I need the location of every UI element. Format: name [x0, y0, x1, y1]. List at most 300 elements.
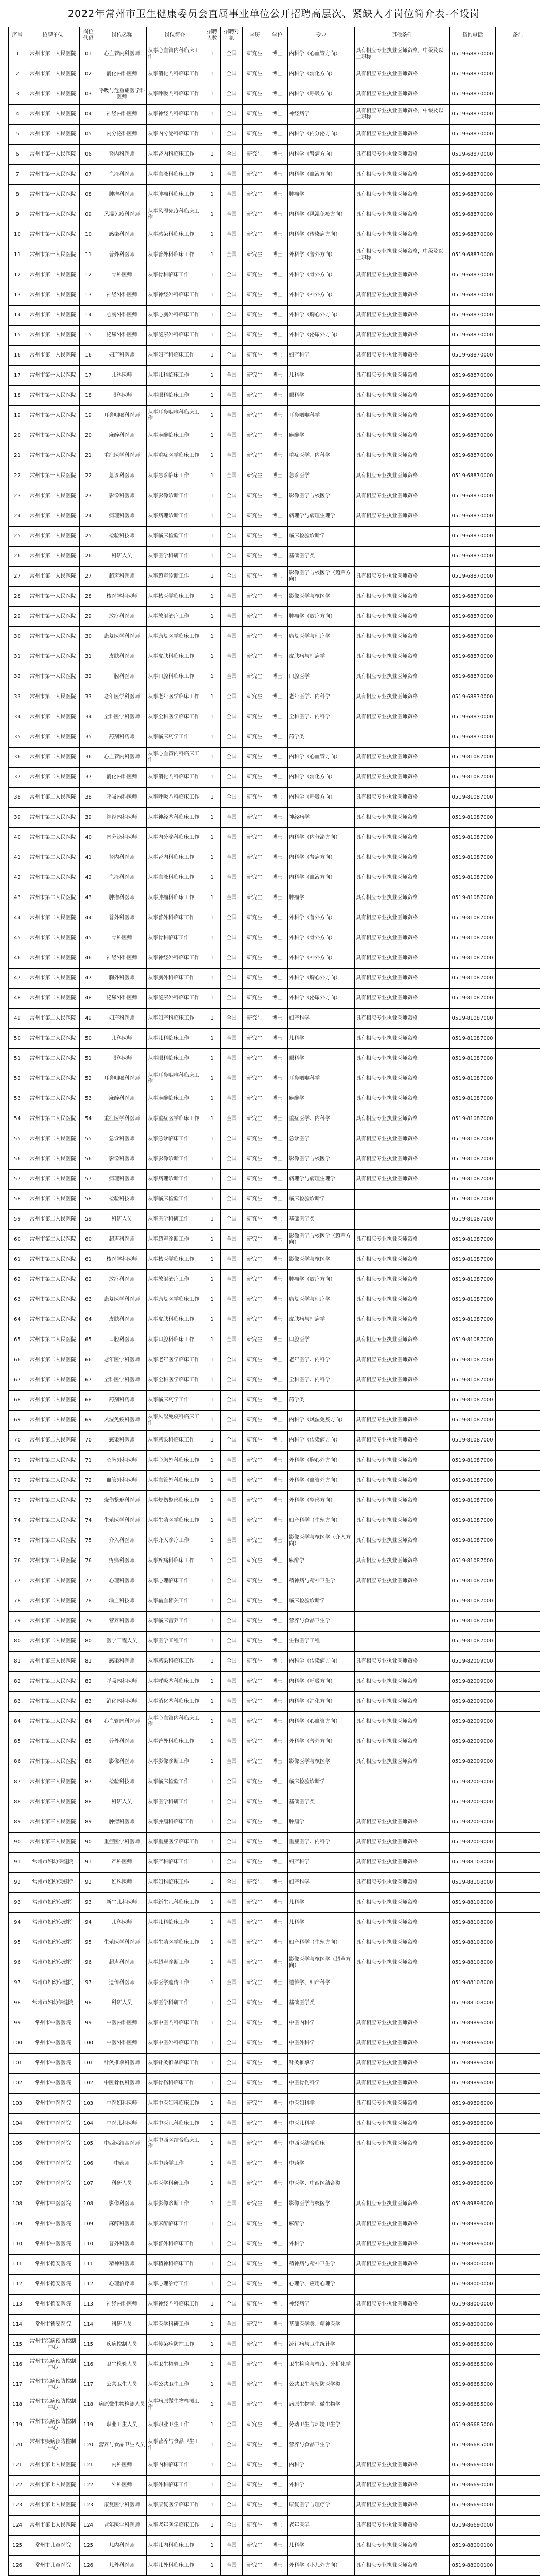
table-cell: 73 [80, 1491, 97, 1511]
table-cell: 全国 [221, 1230, 243, 1250]
table-row [9, 2275, 540, 2295]
table-cell: 1 [203, 808, 221, 828]
table-cell: 74 [9, 1511, 26, 1531]
table-cell: 从事全科医学临床工作 [147, 707, 203, 727]
table-cell: 血液科医师 [97, 165, 147, 185]
table-cell: 5 [9, 125, 26, 145]
table-cell: 2 [9, 64, 26, 84]
table-row [9, 647, 540, 667]
table-cell [496, 1330, 540, 1350]
table-cell: 具有相应专业执业医师资格 [355, 607, 450, 627]
table-cell: 116 [80, 2355, 97, 2375]
table-cell: 研究生 [243, 727, 267, 748]
table-cell: 98 [80, 1993, 97, 2013]
table-cell: 影像医学与核医学（超声方向） [288, 1953, 355, 1973]
table-cell: 52 [80, 1069, 97, 1089]
table-cell: 博士 [267, 265, 288, 285]
table-cell [496, 868, 540, 888]
table-cell: 常州市第二人民医院 [26, 1491, 80, 1511]
table-cell: 全国 [221, 1591, 243, 1612]
table-cell: 0519-81087000 [450, 1190, 496, 1210]
table-cell [496, 1129, 540, 1149]
table-cell: 研究生 [243, 1652, 267, 1672]
table-cell: 中医外科学 [288, 2033, 355, 2054]
table-cell [496, 2114, 540, 2134]
table-cell [496, 1772, 540, 1792]
table-cell: 1 [203, 225, 221, 245]
table-cell: 研究生 [243, 567, 267, 587]
table-cell: 常州市第一人民医院 [26, 667, 80, 687]
table-cell: 口腔科医师 [97, 1330, 147, 1350]
table-row [9, 1652, 540, 1672]
table-cell: 全国 [221, 1029, 243, 1049]
table-cell: 1 [203, 1953, 221, 1973]
table-cell: 123 [9, 2496, 26, 2516]
table-cell: 博士 [267, 1772, 288, 1792]
table-cell [496, 1431, 540, 1451]
table-cell: 03 [80, 84, 97, 105]
table-cell [496, 1290, 540, 1310]
table-cell: 具有相应专业执业医师资格 [355, 486, 450, 506]
table-cell: 从事儿外科临床工作 [147, 2556, 203, 2576]
table-cell [496, 1993, 540, 2013]
table-cell: 中医内科医师 [97, 2013, 147, 2033]
table-row [9, 687, 540, 707]
table-cell: 27 [9, 567, 26, 587]
table-cell: 从事呼吸内科临床工作 [147, 1672, 203, 1692]
table-cell: 常州市疾病预防控制中心 [26, 2355, 80, 2375]
table-row [9, 245, 540, 265]
table-cell: 全国 [221, 265, 243, 285]
table-cell: 27 [80, 567, 97, 587]
table-cell: 妇产科医师 [97, 346, 147, 366]
table-cell [496, 928, 540, 948]
table-cell: 具有相应专业执业医师资格 [355, 1692, 450, 1712]
table-row [9, 948, 540, 969]
table-cell: 0519-86685000 [450, 2375, 496, 2395]
table-cell: 73 [9, 1491, 26, 1511]
table-cell: 常州市第二人民医院 [26, 1551, 80, 1571]
table-cell: 53 [80, 1089, 97, 1109]
table-cell: 从事营养与食品卫生工作 [147, 2435, 203, 2455]
table-cell [496, 1893, 540, 1913]
table-cell: 1 [203, 2194, 221, 2214]
table-cell: 1 [203, 1391, 221, 1411]
table-cell [496, 1833, 540, 1853]
table-cell: 126 [9, 2556, 26, 2576]
table-cell: 从事消化内科临床工作 [147, 64, 203, 84]
table-cell: 疼痛科医师 [97, 1551, 147, 1571]
table-cell: 62 [80, 1270, 97, 1290]
table-cell: 1 [203, 667, 221, 687]
table-cell: 全国 [221, 1330, 243, 1350]
table-row [9, 125, 540, 145]
table-cell: 常州市第二人民医院 [26, 1411, 80, 1431]
table-cell: 从事肿瘤科临床工作 [147, 888, 203, 908]
table-cell: 博士 [267, 647, 288, 667]
table-cell: 102 [9, 2074, 26, 2094]
table-cell: 常州市第一人民医院 [26, 386, 80, 406]
table-cell: 86 [9, 1752, 26, 1772]
table-cell: 全国 [221, 687, 243, 707]
table-cell: 临床检验诊断学 [288, 527, 355, 547]
table-cell: 0519-82009000 [450, 1792, 496, 1812]
table-cell: 博士 [267, 2134, 288, 2154]
table-cell: 从事医学遗传工作 [147, 1973, 203, 1993]
table-cell: 从事介入诊疗工作 [147, 1531, 203, 1551]
table-cell: 88 [80, 1792, 97, 1812]
table-cell: 全国 [221, 84, 243, 105]
table-cell: 科研人员 [97, 2174, 147, 2194]
table-cell: 51 [9, 1049, 26, 1069]
table-cell [496, 2435, 540, 2455]
table-cell: 09 [80, 205, 97, 225]
table-row [9, 1632, 540, 1652]
table-cell: 0519-81087000 [450, 1591, 496, 1612]
table-cell: 全国 [221, 64, 243, 84]
table-cell: 0519-81087000 [450, 1391, 496, 1411]
table-cell: 基础医学类 [288, 1993, 355, 2013]
table-cell: 常州市第一人民医院 [26, 306, 80, 326]
table-row [9, 2476, 540, 2496]
table-cell: 1 [203, 1812, 221, 1833]
table-cell: 1 [203, 527, 221, 547]
table-cell: 0519-88108000 [450, 1893, 496, 1913]
table-cell: 研究生 [243, 2154, 267, 2174]
table-cell: 从事风湿免疫科临床工作 [147, 1411, 203, 1431]
table-cell: 妇产科学 [288, 1853, 355, 1873]
table-cell: 研究生 [243, 2114, 267, 2134]
table-cell: 全国 [221, 1571, 243, 1591]
table-cell: 全国 [221, 2033, 243, 2054]
table-cell: 内科学（风湿免疫方向） [288, 1411, 355, 1431]
table-cell: 风湿免疫科医师 [97, 205, 147, 225]
table-cell: 外科学（普外方向） [288, 1732, 355, 1752]
table-cell: 博士 [267, 2174, 288, 2194]
table-cell: 全国 [221, 1692, 243, 1712]
table-cell: 1 [203, 1089, 221, 1109]
table-cell: 1 [203, 426, 221, 446]
table-cell: 内科学（风湿免疫方向） [288, 205, 355, 225]
table-cell: 老年医学 [288, 2516, 355, 2536]
table-cell: 全国 [221, 1893, 243, 1913]
table-cell: 1 [203, 587, 221, 607]
column-header: 其他条件 [355, 27, 450, 44]
table-cell: 常州市德安医院 [26, 2255, 80, 2275]
table-cell: 0519-81087000 [450, 969, 496, 989]
table-cell: 博士 [267, 1591, 288, 1612]
table-cell: 0519-89896000 [450, 2234, 496, 2255]
table-cell: 具有相应专业执业医师资格 [355, 285, 450, 306]
table-cell [496, 1531, 540, 1551]
table-cell: 具有相应专业执业医师资格 [355, 1029, 450, 1049]
table-row [9, 1431, 540, 1451]
table-cell: 博士 [267, 1973, 288, 1993]
table-cell: 从事中西医结合临床工作 [147, 2134, 203, 2154]
table-cell: 1 [203, 1993, 221, 2013]
table-cell: 病原生物学、微生物学 [288, 2395, 355, 2415]
table-cell [496, 1149, 540, 1170]
table-cell: 69 [9, 1411, 26, 1431]
table-cell: 1 [203, 2536, 221, 2556]
table-cell: 常州市第二人民医院 [26, 1210, 80, 1230]
table-cell: 急诊科医师 [97, 466, 147, 486]
table-cell: 22 [9, 466, 26, 486]
table-cell: 急诊医学 [288, 466, 355, 486]
table-row [9, 1149, 540, 1170]
table-cell: 胸外科医师 [97, 969, 147, 989]
table-cell: 博士 [267, 2415, 288, 2435]
table-cell: 0519-81087000 [450, 868, 496, 888]
table-cell: 具有相应专业执业医师资格 [355, 1290, 450, 1310]
table-cell: 内分泌科医师 [97, 828, 147, 848]
table-cell [496, 1069, 540, 1089]
table-cell: 超声科医师 [97, 1953, 147, 1973]
table-cell: 病理学与病理生理学 [288, 1170, 355, 1190]
table-cell: 研究生 [243, 84, 267, 105]
table-cell: 中医骨伤科医师 [97, 2074, 147, 2094]
table-cell: 全国 [221, 1069, 243, 1089]
table-cell: 全国 [221, 306, 243, 326]
table-cell: 基础医学类 [288, 1792, 355, 1812]
table-cell [496, 426, 540, 446]
table-cell: 0519-68870000 [450, 306, 496, 326]
table-cell: 研究生 [243, 1531, 267, 1551]
table-cell: 常州市第三人民医院 [26, 1672, 80, 1692]
table-cell: 0519-68870000 [450, 587, 496, 607]
table-cell: 1 [203, 1149, 221, 1170]
table-cell: 1 [203, 768, 221, 788]
table-cell: 0519-68870000 [450, 667, 496, 687]
table-cell: 儿科医师 [97, 366, 147, 386]
table-cell: 博士 [267, 1531, 288, 1551]
table-row [9, 1069, 540, 1089]
table-cell: 全国 [221, 969, 243, 989]
table-cell: 精神病与精神卫生学 [288, 2255, 355, 2275]
table-cell: 14 [80, 306, 97, 326]
table-cell: 17 [9, 366, 26, 386]
table-row [9, 225, 540, 245]
table-cell [496, 1049, 540, 1069]
table-cell: 从事心胸外科临床工作 [147, 306, 203, 326]
table-cell [496, 1471, 540, 1491]
table-cell: 研究生 [243, 2094, 267, 2114]
table-cell: 21 [9, 446, 26, 466]
table-cell: 康复医学与理疗学 [288, 627, 355, 647]
table-cell: 62 [9, 1270, 26, 1290]
table-cell: 研究生 [243, 1873, 267, 1893]
table-cell: 从事超声诊断工作 [147, 1230, 203, 1250]
table-cell: 泌尿外科医师 [97, 989, 147, 1009]
table-cell: 全国 [221, 1531, 243, 1551]
table-cell: 常州市妇幼保健院 [26, 1933, 80, 1953]
table-cell: 放疗科医师 [97, 1270, 147, 1290]
table-cell [496, 1170, 540, 1190]
table-cell: 研究生 [243, 667, 267, 687]
table-cell: 博士 [267, 2395, 288, 2415]
table-cell: 研究生 [243, 2214, 267, 2234]
table-cell: 研究生 [243, 1672, 267, 1692]
table-cell: 0519-68870000 [450, 607, 496, 627]
table-cell: 重症医学科医师 [97, 1833, 147, 1853]
table-cell: 1 [203, 165, 221, 185]
table-cell: 0519-81087000 [450, 928, 496, 948]
table-cell: 99 [9, 2013, 26, 2033]
table-row [9, 788, 540, 808]
table-cell: 具有相应专业执业医师资格 [355, 1712, 450, 1732]
table-cell: 从事精神科临床工作 [147, 2255, 203, 2275]
table-cell: 从事核医学临床工作 [147, 1250, 203, 1270]
table-cell: 50 [9, 1029, 26, 1049]
table-cell: 眼科医师 [97, 386, 147, 406]
table-cell: 1 [203, 748, 221, 768]
table-cell: 普外科医师 [97, 1732, 147, 1752]
table-cell: 研究生 [243, 868, 267, 888]
table-cell: 105 [80, 2134, 97, 2154]
table-cell: 博士 [267, 1370, 288, 1391]
table-cell: 1 [203, 908, 221, 928]
table-cell: 全国 [221, 2395, 243, 2415]
table-cell [355, 2154, 450, 2174]
table-cell: 博士 [267, 1632, 288, 1652]
table-cell: 常州市第二人民医院 [26, 1250, 80, 1270]
table-cell: 1 [203, 687, 221, 707]
table-cell: 博士 [267, 1471, 288, 1491]
table-cell [496, 2255, 540, 2275]
table-cell [355, 2435, 450, 2455]
table-row [9, 848, 540, 868]
table-cell: 生殖医学科医师 [97, 1511, 147, 1531]
table-cell: 4 [9, 105, 26, 125]
table-cell: 全国 [221, 2476, 243, 2496]
table-row [9, 1491, 540, 1511]
table-cell: 0519-81087000 [450, 1230, 496, 1250]
table-cell: 41 [9, 848, 26, 868]
table-cell: 博士 [267, 1310, 288, 1330]
table-cell: 研究生 [243, 1170, 267, 1190]
table-cell: 从事感染科临床工作 [147, 1431, 203, 1451]
table-cell [496, 2013, 540, 2033]
table-cell: 37 [9, 768, 26, 788]
table-cell: 具有相应专业执业医师资格 [355, 506, 450, 527]
table-cell: 研究生 [243, 2556, 267, 2576]
table-cell: 博士 [267, 2536, 288, 2556]
table-cell: 0519-89896000 [450, 2054, 496, 2074]
table-cell: 超声科医师 [97, 567, 147, 587]
table-cell: 外科学（胸心外方向） [288, 1451, 355, 1471]
table-row [9, 105, 540, 125]
table-cell: 10 [80, 225, 97, 245]
table-cell: 全国 [221, 1511, 243, 1531]
table-cell: 具有相应专业执业医师资格 [355, 1250, 450, 1270]
table-cell: 89 [80, 1812, 97, 1833]
table-cell: 从事血液科临床工作 [147, 165, 203, 185]
table-cell: 博士 [267, 1672, 288, 1692]
table-cell: 肿瘤科医师 [97, 888, 147, 908]
table-cell: 61 [9, 1250, 26, 1270]
table-cell: 0519-81087000 [450, 1029, 496, 1049]
table-cell: 具有相应专业执业医师资格 [355, 1732, 450, 1752]
table-row [9, 486, 540, 506]
table-cell: 研究生 [243, 1752, 267, 1772]
table-cell: 0519-81087000 [450, 888, 496, 908]
table-cell: 121 [80, 2455, 97, 2476]
table-cell: 1 [203, 2054, 221, 2074]
table-cell: 常州市第一人民医院 [26, 426, 80, 446]
column-header: 专业 [288, 27, 355, 44]
table-cell: 内科学（消化方向） [288, 768, 355, 788]
table-cell: 1 [203, 2315, 221, 2335]
table-cell: 研究生 [243, 1732, 267, 1752]
table-cell: 0519-82009000 [450, 1752, 496, 1772]
table-cell: 全国 [221, 1310, 243, 1330]
table-cell [496, 165, 540, 185]
table-cell: 内科学（血液方向） [288, 868, 355, 888]
table-cell [355, 2315, 450, 2335]
table-cell: 神经病学 [288, 808, 355, 828]
table-cell: 常州市第一人民医院 [26, 245, 80, 265]
table-cell: 76 [9, 1551, 26, 1571]
table-cell: 63 [9, 1290, 26, 1310]
table-cell: 0519-81087000 [450, 1612, 496, 1632]
table-row [9, 1551, 540, 1571]
table-cell: 常州市第一人民医院 [26, 567, 80, 587]
table-cell: 全国 [221, 2375, 243, 2395]
table-cell: 外科学 [288, 2476, 355, 2496]
table-cell: 博士 [267, 1431, 288, 1451]
table-cell: 常州市第二人民医院 [26, 1029, 80, 1049]
table-cell: 具有相应专业执业医师资格 [355, 125, 450, 145]
table-cell: 常州市德安医院 [26, 2275, 80, 2295]
table-cell: 66 [80, 1350, 97, 1370]
table-cell: 研究生 [243, 2455, 267, 2476]
table-cell: 常州市第三人民医院 [26, 1792, 80, 1812]
table-cell: 常州市第一人民医院 [26, 647, 80, 667]
table-row [9, 768, 540, 788]
table-cell: 遗传学、妇产科学 [288, 1973, 355, 1993]
table-cell: 85 [9, 1732, 26, 1752]
table-cell [355, 1591, 450, 1612]
table-cell: 研究生 [243, 2496, 267, 2516]
table-cell: 95 [9, 1933, 26, 1953]
table-cell: 心血管内科医师 [97, 1712, 147, 1732]
table-cell: 0519-88108000 [450, 1953, 496, 1973]
table-cell: 0519-88000000 [450, 2275, 496, 2295]
table-cell: 影像医学与核医学 [288, 2194, 355, 2214]
table-cell: 博士 [267, 1612, 288, 1632]
table-cell: 博士 [267, 868, 288, 888]
table-row [9, 808, 540, 828]
table-cell: 99 [80, 2013, 97, 2033]
table-cell: 常州市中医医院 [26, 2033, 80, 2054]
table-cell: 博士 [267, 707, 288, 727]
table-cell: 研究生 [243, 1692, 267, 1712]
table-cell: 51 [80, 1049, 97, 1069]
table-cell: 肿瘤学（放疗方向） [288, 607, 355, 627]
table-row [9, 1190, 540, 1210]
table-cell: 呼吸与危重症医学科医师 [97, 84, 147, 105]
table-cell: 针灸推拿科医师 [97, 2054, 147, 2074]
table-cell: 1 [203, 2275, 221, 2295]
table-cell: 96 [9, 1953, 26, 1973]
table-cell: 全国 [221, 2094, 243, 2114]
table-cell: 研究生 [243, 2234, 267, 2255]
table-cell: 从事骨科临床工作 [147, 265, 203, 285]
table-cell: 研究生 [243, 707, 267, 727]
table-cell: 研究生 [243, 1632, 267, 1652]
table-cell: 从事妇产科临床工作 [147, 346, 203, 366]
column-header: 学位 [267, 27, 288, 44]
